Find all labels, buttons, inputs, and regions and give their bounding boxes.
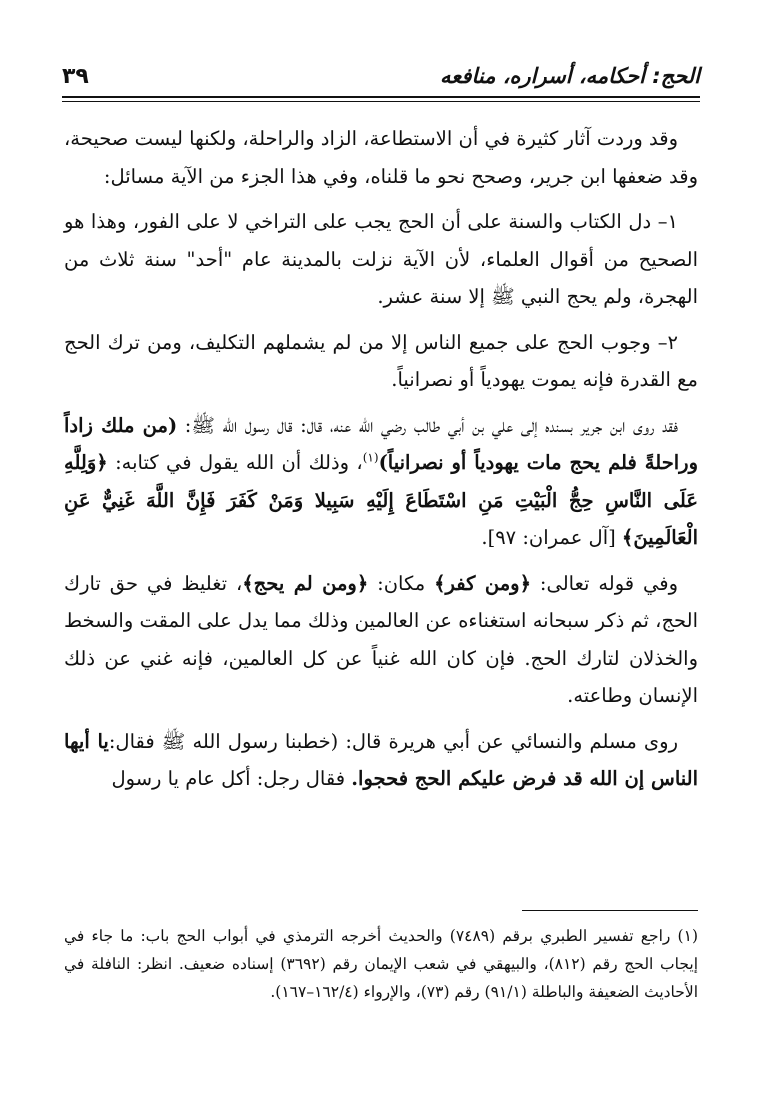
footnote: (١) راجع تفسير الطبري برقم (٧٤٨٩) والحديث أخرجه الترمذي في أبواب الحج باب: ما جاء في إيجاب الحج رقم (٨١٢)، والبيهقي في شعب الإيمان رقم (٣٦٩٢) إسناده ضعيف. انظر: النافلة في الأحاديث الضعيفة والباطلة (٩١/١) رقم (٧٣)، والإرواء (١٦٢/٤–١٦٧). xyxy=(64,927,699,1001)
text-run: ، وذلك أن الله يقول في كتابه: xyxy=(107,451,363,474)
paragraph xyxy=(64,723,698,798)
footnote-separator xyxy=(522,910,698,911)
running-title: الحج: أحكامه، أسراره، منافعه xyxy=(440,64,700,88)
text-run: [آل عمران: ٩٧]. xyxy=(481,526,622,549)
paragraph xyxy=(64,120,698,195)
footnote-marker: (١) xyxy=(362,450,379,465)
quran-verse: ﴿ومن كفر﴾ xyxy=(434,571,532,595)
text-run: فقد روى ابن جرير بسنده إلى علي بن أبي طالب رضي الله عنه، قال: قال رسول الله ﷺ: xyxy=(177,413,678,437)
hadith-text: يا أيها الناس إن الله قد فرض عليكم الحج فحجوا. xyxy=(64,729,698,790)
page-number: ٣٩ xyxy=(62,64,89,89)
paragraph xyxy=(64,203,698,316)
text-run: وقد وردت آثار كثيرة في أن الاستطاعة، الزاد والراحلة، ولكنها ليست صحيحة، وقد ضعفها ابن جرير، وصحح نحو ما قلناه، وفي هذا الجزء من الآية مسائل: xyxy=(64,127,698,188)
text-run: ، تغليظ في حق تارك الحج، ثم ذكر سبحانه استغناءه عن العالمين وذلك مما يدل على المقت والسخط والخذلان لتارك الحج. فإن كان الله غنياً عن كل العالمين، فإنه غني عن ذلك الإنسان وطاعته. xyxy=(64,571,698,707)
quran-verse: ﴿ومن لم يحج﴾ xyxy=(242,571,369,595)
text-run: فقال رجل: أكل عام يا رسول xyxy=(111,767,352,790)
paragraph xyxy=(64,565,698,715)
footnotes xyxy=(64,922,698,1006)
page-header xyxy=(62,62,700,102)
paragraph xyxy=(64,324,698,399)
quran-verse: ﴿وَلِلَّهِ عَلَى النَّاسِ حِجُّ الْبَيْتِ مَنِ اسْتَطَاعَ إِلَيْهِ سَبِيلا وَمَنْ كَفَرَ فَإِنَّ اللَّهَ غَنِيٌّ عَنِ الْعَالَمِينَ﴾ xyxy=(64,451,698,549)
text-run: مكان: xyxy=(368,571,435,595)
text-run: ٢– وجوب الحج على جميع الناس إلا من لم يشملهم التكليف، ومن ترك الحج مع القدرة فإنه يموت يهودياً أو نصرانياً. xyxy=(64,330,698,391)
text-run: وفي قوله تعالى: xyxy=(531,571,678,595)
text-run: ١– دل الكتاب والسنة على أن الحج يجب على التراخي لا على الفور، وهذا هو الصحيح من أقوال العلماء، لأن الآية نزلت بالمدينة عام "أحد" سنة ثلاث من الهجرة، ولم يحج النبي ﷺ إلا سنة عشر. xyxy=(64,210,698,308)
text-run: روى مسلم والنسائي عن أبي هريرة قال: (خطبنا رسول الله ﷺ فقال: xyxy=(108,729,678,753)
main-text xyxy=(64,120,698,806)
hadith-text: (من ملك زاداً وراحلةً فلم يحج مات يهودياً أو نصرانياً) xyxy=(64,413,698,474)
paragraph xyxy=(64,407,698,557)
header-rule xyxy=(62,96,700,102)
